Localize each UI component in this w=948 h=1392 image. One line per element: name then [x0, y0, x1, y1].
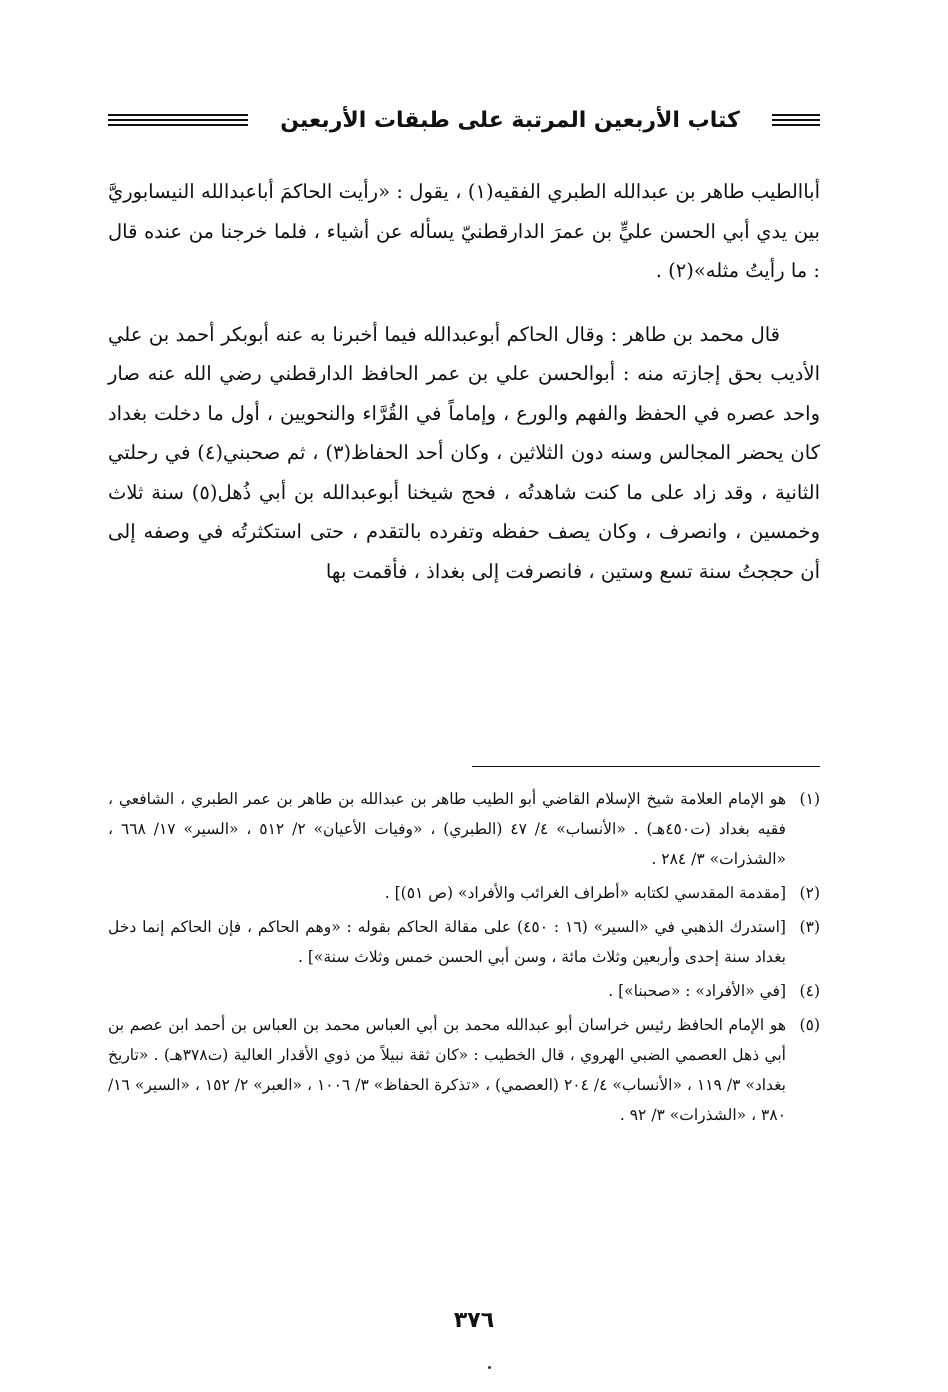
footnote-3 — [108, 912, 820, 972]
scan-speck — [488, 1366, 491, 1369]
footnote-4 — [108, 976, 820, 1006]
footnote-2 — [108, 878, 820, 908]
footnote-number: (٥) — [799, 1016, 820, 1034]
footnote-text: هو الإمام العلامة شيخ الإسلام القاضي أبو الطيب طاهر بن عبدالله بن طاهر بن عمر الطبري ، الشافعي ، فقيه بغداد (ت٤٥٠هـ) . «الأنساب» ٤/ ٤٧ (الطبري) ، «وفيات الأعيان» ٢/ ٥١٢ ، «السير» ١٧/ ٦٦٨ ، «الشذرات» ٣/ ٢٨٤ . — [108, 790, 786, 868]
footnote-number: (٢) — [799, 884, 820, 902]
footnotes — [108, 784, 820, 1134]
header-rule-left — [108, 114, 248, 126]
footnote-text: [في «الأفراد» : «صحبنا»] . — [608, 982, 786, 1000]
footnote-text: هو الإمام الحافظ رئيس خراسان أبو عبدالله محمد بن أبي العباس محمد بن العباس بن أحمد ابن عصم بن أبي ذهل العصمي الضبي الهروي ، قال الخطيب : «كان ثقة نبيلاً من ذوي الأقدار العالية (ت٣٧٨هـ) . «تاريخ بغداد» ٣/ ١١٩ ، «الأنساب» ٤/ ٢٠٤ (العصمي) ، «تذكرة الحفاظ» ٣/ ١٠٠٦ ، «العبر» ٢/ ١٥٢ ، «السير» ١٦/ ٣٨٠ ، «الشذرات» ٣/ ٩٢ . — [108, 1016, 786, 1124]
footnote-number: (٣) — [799, 918, 820, 936]
footnote-number: (٤) — [799, 982, 820, 1000]
paragraph-1: أباالطيب طاهر بن عبدالله الطبري الفقيه(١) ، يقول : «رأيت الحاكمَ أباعبدالله النيسابوريَّ بين يدي أبي الحسن عليٍّ بن عمرَ الدارقطنيّ يسأله عن أشياء ، فلما خرجنا من عنده قال : ما رأيتُ مثله»(٢) . — [108, 180, 820, 282]
running-header — [108, 100, 820, 140]
footnote-separator — [472, 766, 820, 767]
footnote-5 — [108, 1010, 820, 1130]
footnote-1 — [108, 784, 820, 874]
header-rule-right — [772, 114, 820, 126]
footnote-text: [استدرك الذهبي في «السير» (١٦ : ٤٥٠) على مقالة الحاكم بقوله : «وهم الحاكم ، فإن الحاكم إنما دخل بغداد سنة إحدى وأربعين وثلاث مائة ، وسن أبي الحسن خمس وثلاث سنة»] . — [108, 918, 786, 966]
footnote-text: [مقدمة المقدسي لكتابه «أطراف الغرائب والأفراد» (ص ٥١)] . — [384, 884, 786, 902]
footnote-number: (١) — [799, 790, 820, 808]
page-number: ٣٧٦ — [453, 1308, 495, 1333]
main-text — [108, 172, 820, 591]
header-title: كتاب الأربعين المرتبة على طبقات الأربعين — [280, 107, 740, 133]
paragraph-2: قال محمد بن طاهر : وقال الحاكم أبوعبدالله فيما أخبرنا به عنه أبوبكر أحمد بن علي الأديب بحق إجازته منه : أبوالحسن علي بن عمر الحافظ الدارقطني رضي الله عنه صار واحد عصره في الحفظ والفهم والورع ، وإماماً في القُرَّاء والنحويين ، أول ما دخلت بغداد كان يحضر المجالس وسنه دون الثلاثين ، وكان أحد الحفاظ(٣) ، ثم صحبني(٤) في رحلتي الثانية ، وقد زاد على ما كنت شاهدتُه ، فحج شيخنا أبوعبدالله بن أبي ذُهل(٥) سنة ثلاث وخمسين ، وانصرف ، وكان يصف حفظه وتفرده بالتقدم ، حتى استكثرتُه في وصفه إلى أن حججتُ سنة تسع وستين ، فانصرفت إلى بغداذ ، فأقمت بها — [108, 322, 821, 583]
